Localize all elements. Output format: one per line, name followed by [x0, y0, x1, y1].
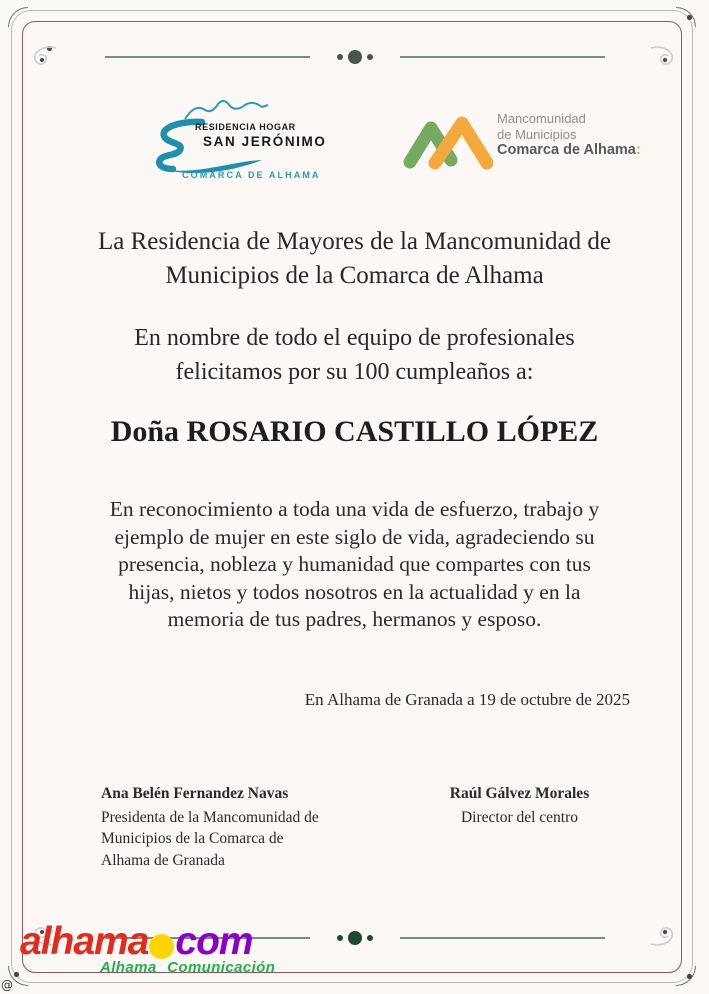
body-line: memoria de tus padres, hermanos y esposo. — [167, 607, 542, 631]
ornament-line — [400, 56, 605, 58]
at-symbol-mark: @ — [1, 978, 13, 992]
title-line: Municipios de la Comarca de Alhama — [165, 262, 544, 289]
dedication-line: En nombre de todo el equipo de profesionales — [134, 325, 575, 351]
corner-dot-icon — [14, 972, 19, 977]
signer-name: Ana Belén Fernandez Navas — [101, 785, 289, 802]
body-line: hijas, nietos y todos nosotros en la actualidad y en la — [128, 579, 581, 604]
signer-role-line: Alhama de Granada — [101, 851, 225, 869]
mancomunidad-colon: : — [635, 142, 641, 158]
signer-name: Raúl Gálvez Morales — [449, 785, 590, 802]
signer-role-line: Presidenta de la Mancomunidad de — [101, 808, 319, 826]
body-line: presencia, nobleza y humanidad que compartes con tus — [118, 552, 591, 576]
corner-dot-icon — [687, 15, 692, 20]
mancomunidad-line3: Comarca de Alhama: — [497, 142, 641, 158]
recognition-paragraph — [0, 496, 709, 634]
mancomunidad-m-icon — [403, 116, 493, 170]
body-line: En reconocimiento a toda una vida de esfuerzo, trabajo y — [109, 497, 600, 521]
watermark-yellow-dot-icon — [149, 934, 174, 959]
ornament-dots-icon — [337, 50, 373, 64]
signer-role-line: Director del centro — [460, 808, 579, 826]
signer-role-line: Municipios de la Comarca de — [101, 830, 284, 847]
ornament-dots-icon — [337, 931, 373, 945]
san-jeronimo-line1: RESIDENCIA HOGAR — [195, 122, 296, 132]
ornament-line — [400, 937, 605, 939]
certificate-title — [0, 225, 709, 293]
signature-left — [101, 783, 319, 871]
mancomunidad-line2: de Municipios — [497, 126, 577, 142]
title-line: La Residencia de Mayores de la Mancomunidad de — [97, 228, 611, 255]
alhama-com-watermark — [20, 920, 275, 976]
body-line: ejemplo de mujer en este siglo de vida, agradeciendo su — [114, 524, 595, 549]
corner-dot-icon — [687, 974, 692, 979]
ornament-line — [105, 56, 310, 58]
mancomunidad-line1: Mancomunidad — [497, 111, 586, 126]
dedication-line: felicitamos por su 100 cumpleaños a: — [175, 359, 534, 385]
honoree-name: Doña ROSARIO CASTILLO LÓPEZ — [110, 415, 599, 448]
dedication-text — [0, 321, 709, 389]
san-jeronimo-logo — [150, 98, 327, 188]
watermark-brand-part1: alhama — [20, 920, 149, 963]
san-jeronimo-line3: COMARCA DE ALHAMA — [182, 170, 321, 180]
watermark-brand-part2: com — [175, 920, 253, 963]
mancomunidad-logo — [400, 110, 641, 172]
date-line: En Alhama de Granada a 19 de octubre de 2025 — [304, 690, 630, 709]
watermark-tagline: Alhama Comunicación — [100, 959, 276, 976]
top-divider-ornament — [0, 50, 709, 64]
san-jeronimo-line2: SAN JERÓNIMO — [203, 134, 327, 149]
signature-right — [437, 783, 602, 828]
